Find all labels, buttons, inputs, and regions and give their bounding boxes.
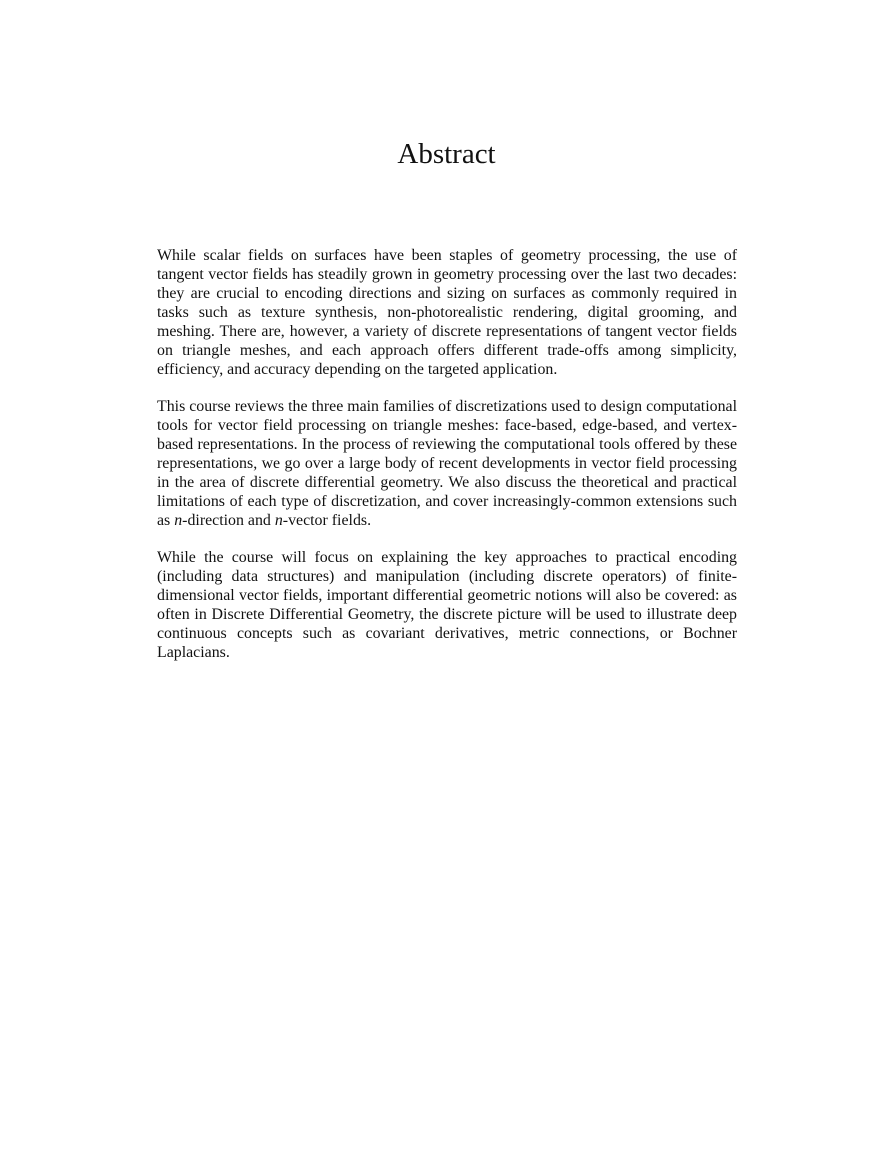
paragraph-2-text-b: -direction and: [182, 512, 275, 529]
abstract-paragraph-3: While the course will focus on explaining the key approaches to practical encoding (including data structures) and manipulation (including discrete operators) of finite-dimensional vector fields, important differential geometric notions will also be covered: as often in Discrete Differential Geometry, the discrete picture will be used to illustrate deep continuous concepts such as covariant derivatives, metric connections, or Bochner Laplacians.: [157, 549, 737, 661]
abstract-heading: Abstract: [397, 138, 496, 170]
paragraph-2-text-a: This course reviews the three main families of discretizations used to design computational tools for vector field processing on triangle meshes: face-based, edge-based, and vertex-based representations. In the process of reviewing the computational tools offered by these representations, we go over a large body of recent developments in vector field processing in the area of discrete differential geometry. We also discuss the theoretical and practical limitations of each type of discretization, and cover increasingly-common extensions such as: [157, 398, 737, 529]
abstract-body: [157, 246, 737, 680]
math-variable-n: n: [174, 512, 183, 529]
abstract-paragraph-2: [157, 397, 737, 530]
paragraph-2-text-c: -vector fields.: [282, 512, 372, 529]
abstract-paragraph-1: While scalar fields on surfaces have been staples of geometry processing, the use of tangent vector fields has steadily grown in geometry processing over the last two decades: they are crucial to encoding directions and sizing on surfaces as commonly required in tasks such as texture synthesis, non-photorealistic rendering, digital grooming, and meshing. There are, however, a variety of discrete representations of tangent vector fields on triangle meshes, and each approach offers different trade-offs among simplicity, efficiency, and accuracy depending on the targeted application.: [157, 247, 737, 378]
math-variable-n: n: [274, 512, 283, 529]
